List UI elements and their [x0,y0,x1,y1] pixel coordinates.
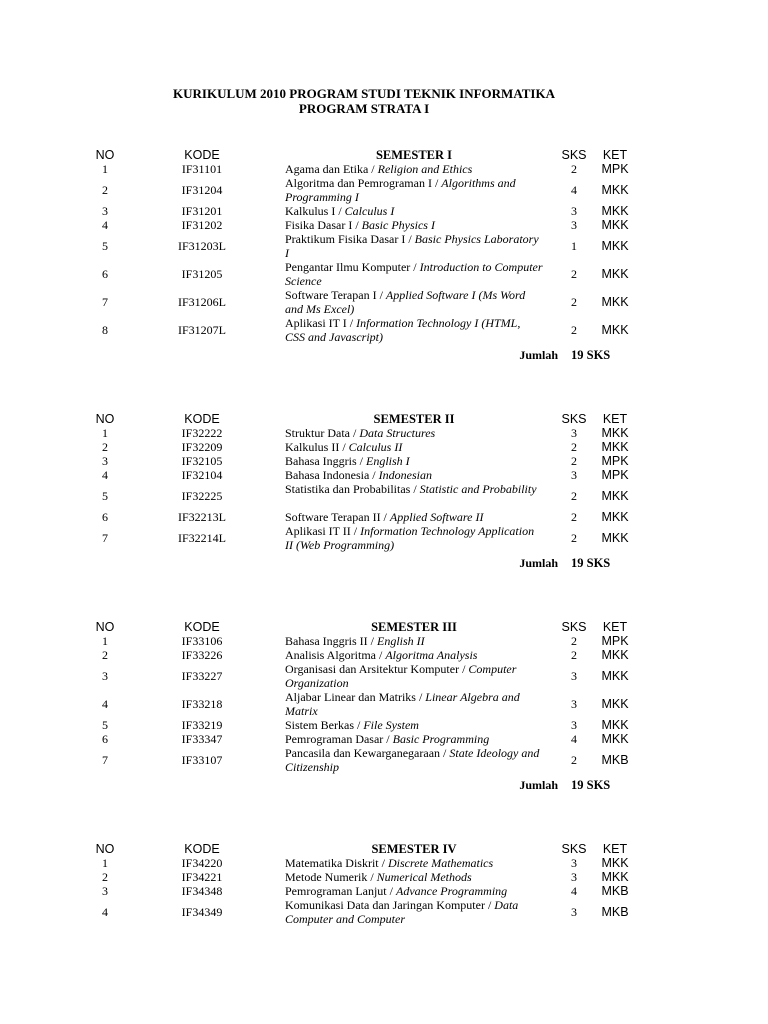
jumlah-label: Jumlah [519,778,558,792]
course-name-english: Information Technology Application II (Web Programming) [285,524,535,552]
course-code: IF31101 [181,162,223,176]
course-name-indonesian: Kalkulus II / [285,440,349,454]
course-no: 2 [102,648,108,662]
course-name-indonesian: Aplikasi IT I / [285,316,357,330]
course-name-english: File System [363,718,419,732]
course-sks: 3 [571,870,577,884]
course-name-english: Discrete Mathematics [387,856,494,870]
table-row [0,468,768,482]
course-no: 1 [102,162,108,176]
course-name [285,662,543,690]
course-no: 3 [102,454,108,468]
course-ket: MKK [601,697,629,711]
jumlah-total: 19 SKS [571,556,611,570]
course-code: IF33218 [181,697,223,711]
table-row [0,648,768,662]
course-code: IF33347 [181,732,223,746]
course-no: 6 [102,267,108,281]
course-name [285,732,543,746]
course-name [285,454,543,468]
course-name-indonesian: Pemrograman Lanjut / [285,884,396,898]
table-row [0,440,768,454]
course-no: 2 [102,870,108,884]
header-no: NO [95,620,115,634]
title-line-2: PROGRAM STRATA I [298,101,430,116]
course-ket: MKK [601,323,629,337]
course-name-indonesian: Software Terapan I / [285,288,386,302]
course-name-english: Data Computer and Computer [285,898,519,926]
course-ket: MKK [601,426,629,440]
header-ket: KET [602,148,628,162]
course-name-english: Calculus I [344,204,395,218]
header-no: NO [95,842,115,856]
course-no: 7 [102,531,108,545]
course-ket: MKB [601,753,629,767]
course-name-english: State Ideology and Citizenship [285,746,540,774]
document-title [0,86,728,116]
course-ket: MKK [601,295,629,309]
course-no: 4 [102,697,108,711]
course-name [285,468,543,482]
header-kode: KODE [184,148,220,162]
course-no: 5 [102,239,108,253]
course-code: IF31204 [181,183,223,197]
course-ket: MKK [601,204,629,218]
course-name [285,316,543,344]
header-semester: SEMESTER I [375,148,453,162]
course-name-indonesian: Struktur Data / [285,426,360,440]
course-ket: MKK [601,856,629,870]
course-name-english: Numerical Methods [376,870,472,884]
header-sks: SKS [561,148,587,162]
course-code: IF34221 [181,870,223,884]
course-code: IF31207L [178,323,226,337]
course-code: IF31205 [181,267,223,281]
header-kode: KODE [184,412,220,426]
course-ket: MKK [601,718,629,732]
course-ket: MKK [601,669,629,683]
course-name [285,162,543,176]
course-name-indonesian: Metode Numerik / [285,870,377,884]
course-code: IF34349 [181,905,223,919]
course-name-english: Basic Physics I [361,218,435,232]
course-no: 4 [102,905,108,919]
course-sks: 4 [571,884,577,898]
course-sks: 2 [571,323,577,337]
table-row [0,510,768,524]
header-semester: SEMESTER IV [371,842,457,856]
course-name [285,260,543,288]
course-name-indonesian: Praktikum Fisika Dasar I / [285,232,415,246]
course-name [285,288,543,316]
course-name [285,204,543,218]
course-code: IF33226 [181,648,223,662]
header-ket: KET [602,842,628,856]
course-ket: MKB [601,884,629,898]
course-name [285,884,543,898]
course-ket: MKK [601,183,629,197]
table-row [0,898,768,926]
course-name-indonesian: Komunikasi Data dan Jaringan Komputer / [285,898,495,912]
course-name-english: Basic Physics Laboratory I [285,232,539,260]
course-name-indonesian: Analisis Algoritma / [285,648,386,662]
course-code: IF32104 [181,468,223,482]
table-row [0,690,768,718]
header-no: NO [95,148,115,162]
course-sks: 3 [571,468,577,482]
course-code: IF31202 [181,218,223,232]
course-code: IF31206L [178,295,226,309]
course-sks: 2 [571,267,577,281]
jumlah-total: 19 SKS [571,778,611,792]
course-name-indonesian: Bahasa Indonesia / [285,468,379,482]
table-row [0,662,768,690]
course-sks: 2 [571,162,577,176]
course-name-indonesian: Pemrograman Dasar / [285,732,393,746]
header-sks: SKS [561,620,587,634]
course-name-indonesian: Pancasila dan Kewarganegaraan / [285,746,450,760]
table-row [0,232,768,260]
course-name-english: Calculus II [348,440,403,454]
course-name-indonesian: Organisasi dan Arsitektur Komputer / [285,662,469,676]
course-no: 8 [102,323,108,337]
table-row [0,732,768,746]
course-name-indonesian: Bahasa Inggris II / [285,634,377,648]
course-no: 2 [102,440,108,454]
course-ket: MKK [601,218,629,232]
course-name [285,426,543,440]
course-no: 7 [102,753,108,767]
course-no: 5 [102,489,108,503]
course-name-indonesian: Statistika dan Probabilitas / [285,482,420,496]
course-name [285,718,543,732]
course-name [285,690,543,718]
course-name-indonesian: Kalkulus I / [285,204,345,218]
course-sks: 3 [571,426,577,440]
course-ket: MKK [601,440,629,454]
course-name-indonesian: Sistem Berkas / [285,718,364,732]
table-row [0,482,768,510]
table-row [0,204,768,218]
course-name-english: Introduction to Computer Science [285,260,543,288]
course-name [285,232,543,260]
table-row [0,870,768,884]
course-name-english: Applied Software II [389,510,484,524]
course-name-english: Information Technology I (HTML, CSS and Javascript) [285,316,521,344]
table-row [0,884,768,898]
course-name-english: Algorithms and Programming I [285,176,516,204]
header-semester: SEMESTER III [371,620,457,634]
course-name-indonesian: Fisika Dasar I / [285,218,362,232]
table-row [0,524,768,552]
course-code: IF32209 [181,440,223,454]
jumlah-label: Jumlah [519,348,558,362]
course-sks: 2 [571,510,577,524]
course-name-english: Religion and Ethics [377,162,473,176]
course-ket: MKK [601,870,629,884]
course-ket: MKK [601,489,629,503]
course-sks: 3 [571,697,577,711]
header-kode: KODE [184,842,220,856]
course-code: IF33107 [181,753,223,767]
course-name [285,634,543,648]
course-no: 1 [102,426,108,440]
course-name [285,440,543,454]
course-no: 2 [102,183,108,197]
course-name-english: English II [376,634,425,648]
course-no: 4 [102,468,108,482]
course-no: 1 [102,856,108,870]
table-row [0,718,768,732]
course-no: 3 [102,669,108,683]
course-name [285,524,543,552]
course-code: IF32105 [181,454,223,468]
course-name [285,870,543,884]
course-name-english: Statistic and Probability [419,482,537,496]
jumlah-total: 19 SKS [571,348,611,362]
course-sks: 2 [571,648,577,662]
course-name-english: Applied Software I (Ms Word and Ms Excel) [285,288,526,316]
course-name [285,648,543,662]
course-ket: MKK [601,267,629,281]
course-ket: MKK [601,531,629,545]
course-name-indonesian: Aljabar Linear dan Matriks / [285,690,426,704]
course-name-english: English I [365,454,410,468]
course-no: 1 [102,634,108,648]
course-sks: 1 [571,239,577,253]
jumlah-label: Jumlah [519,556,558,570]
course-ket: MKK [601,732,629,746]
course-name-indonesian: Pengantar Ilmu Komputer / [285,260,420,274]
table-row [0,288,768,316]
course-name [285,898,543,926]
course-sks: 3 [571,218,577,232]
course-name [285,856,543,870]
course-ket: MPK [601,634,629,648]
course-name [285,510,543,524]
table-row [0,316,768,344]
table-row [0,426,768,440]
header-semester: SEMESTER II [373,412,455,426]
course-no: 3 [102,204,108,218]
course-sks: 3 [571,905,577,919]
course-code: IF31203L [178,239,226,253]
course-no: 6 [102,732,108,746]
table-row [0,856,768,870]
table-row [0,176,768,204]
course-no: 6 [102,510,108,524]
course-name [285,482,543,496]
table-row [0,454,768,468]
course-sks: 2 [571,440,577,454]
course-ket: MKB [601,905,629,919]
course-ket: MKK [601,648,629,662]
table-row [0,634,768,648]
course-code: IF32214L [178,531,226,545]
course-code: IF33106 [181,634,223,648]
course-ket: MPK [601,454,629,468]
course-ket: MPK [601,468,629,482]
course-sks: 3 [571,856,577,870]
course-name-indonesian: Bahasa Inggris / [285,454,366,468]
course-sks: 2 [571,634,577,648]
header-no: NO [95,412,115,426]
course-code: IF34348 [181,884,223,898]
course-name-indonesian: Software Terapan II / [285,510,390,524]
header-sks: SKS [561,412,587,426]
course-name-indonesian: Agama dan Etika / [285,162,378,176]
course-no: 7 [102,295,108,309]
header-ket: KET [602,412,628,426]
course-ket: MKK [601,239,629,253]
course-no: 3 [102,884,108,898]
course-ket: MPK [601,162,629,176]
title-line-1: KURIKULUM 2010 PROGRAM STUDI TEKNIK INFORMATIKA [173,86,555,101]
course-name-english: Algoritma Analysis [385,648,478,662]
course-code: IF33219 [181,718,223,732]
course-ket: MKK [601,510,629,524]
table-row [0,218,768,232]
course-name-indonesian: Algoritma dan Pemrograman I / [285,176,442,190]
course-name-english: Indonesian [378,468,432,482]
course-code: IF32222 [181,426,223,440]
course-sks: 2 [571,753,577,767]
course-name-english: Advance Programming [395,884,508,898]
course-code: IF33227 [181,669,223,683]
course-name [285,746,543,774]
course-name-english: Computer Organization [285,662,517,690]
course-name-indonesian: Aplikasi IT II / [285,524,361,538]
course-sks: 2 [571,454,577,468]
course-name-english: Linear Algebra and Matrix [285,690,520,718]
course-name [285,176,543,204]
course-name-indonesian: Matematika Diskrit / [285,856,388,870]
table-row [0,162,768,176]
table-row [0,746,768,774]
course-name [285,218,543,232]
course-sks: 2 [571,295,577,309]
course-sks: 3 [571,718,577,732]
header-kode: KODE [184,620,220,634]
course-sks: 3 [571,204,577,218]
course-code: IF32225 [181,489,223,503]
course-no: 4 [102,218,108,232]
table-row [0,260,768,288]
course-sks: 4 [571,183,577,197]
course-sks: 2 [571,531,577,545]
course-code: IF31201 [181,204,223,218]
course-sks: 3 [571,669,577,683]
course-sks: 2 [571,489,577,503]
header-ket: KET [602,620,628,634]
course-sks: 4 [571,732,577,746]
course-code: IF34220 [181,856,223,870]
course-code: IF32213L [178,510,226,524]
course-name-english: Basic Programming [392,732,490,746]
course-name-english: Data Structures [359,426,436,440]
course-no: 5 [102,718,108,732]
header-sks: SKS [561,842,587,856]
